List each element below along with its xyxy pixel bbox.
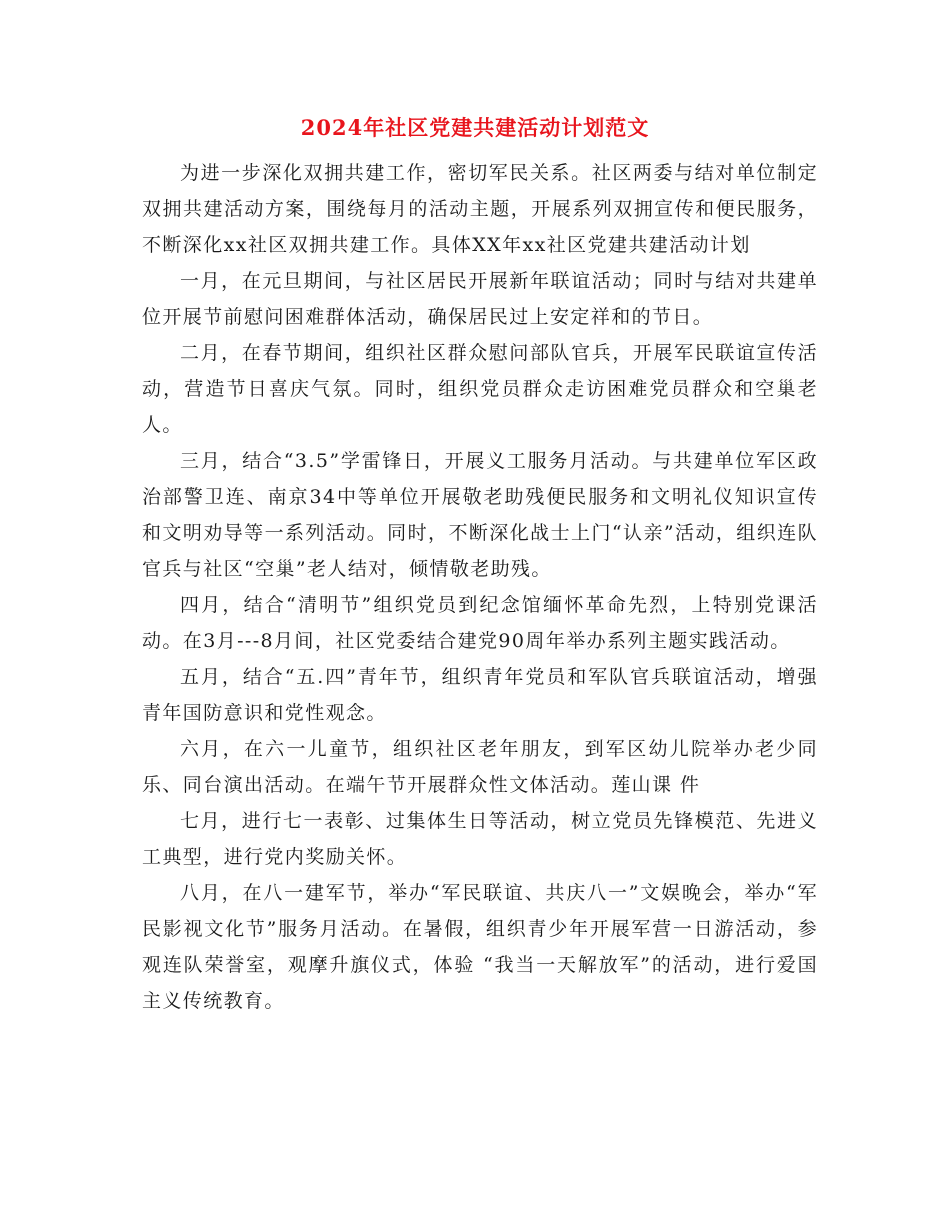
paragraph-june: 六月，在六一儿童节，组织社区老年朋友，到军区幼儿院举办老少同乐、同台演出活动。在端午节开展群众性文体活动。莲山课 件	[142, 738, 818, 796]
paragraph-intro: 为进一步深化双拥共建工作，密切军民关系。社区两委与结对单位制定双拥共建活动方案，围绕每月的活动主题，开展系列双拥宣传和便民服务，不断深化xx社区双拥共建工作。具体XX年xx社区党建共建活动计划	[142, 162, 818, 256]
document-title: 2024年社区党建共建活动计划范文	[300, 115, 650, 140]
paragraph-march: 三月，结合“3.5”学雷锋日，开展义工服务月活动。与共建单位军区政治部警卫连、南京34中等单位开展敬老助残便民服务和文明礼仪知识宣传和文明劝导等一系列活动。同时，不断深化战士上门“认亲”活动，组织连队官兵与社区“空巢”老人结对，倾情敬老助残。	[142, 450, 818, 580]
paragraph-july: 七月，进行七一表彰、过集体生日等活动，树立党员先锋模范、先进义工典型，进行党内奖励关怀。	[142, 810, 818, 868]
paragraph-february: 二月，在春节期间，组织社区群众慰问部队官兵，开展军民联谊宣传活动，营造节日喜庆气氛。同时，组织党员群众走访困难党员群众和空巢老人。	[142, 342, 818, 436]
document-body	[142, 155, 818, 1019]
paragraph-may: 五月，结合“五.四”青年节，组织青年党员和军队官兵联谊活动，增强青年国防意识和党性观念。	[142, 666, 818, 724]
paragraph-april: 四月，结合“清明节”组织党员到纪念馆缅怀革命先烈，上特别党课活动。在3月---8月间，社区党委结合建党90周年举办系列主题实践活动。	[142, 594, 818, 652]
paragraph-august: 八月，在八一建军节，举办“军民联谊、共庆八一”文娱晚会，举办“军民影视文化节”服务月活动。在暑假，组织青少年开展军营一日游活动，参观连队荣誉室，观摩升旗仪式，体验 “我当一天解放军”的活动，进行爱国主义传统教育。	[142, 882, 818, 1012]
paragraph-january: 一月，在元旦期间，与社区居民开展新年联谊活动；同时与结对共建单位开展节前慰问困难群体活动，确保居民过上安定祥和的节日。	[142, 270, 818, 328]
